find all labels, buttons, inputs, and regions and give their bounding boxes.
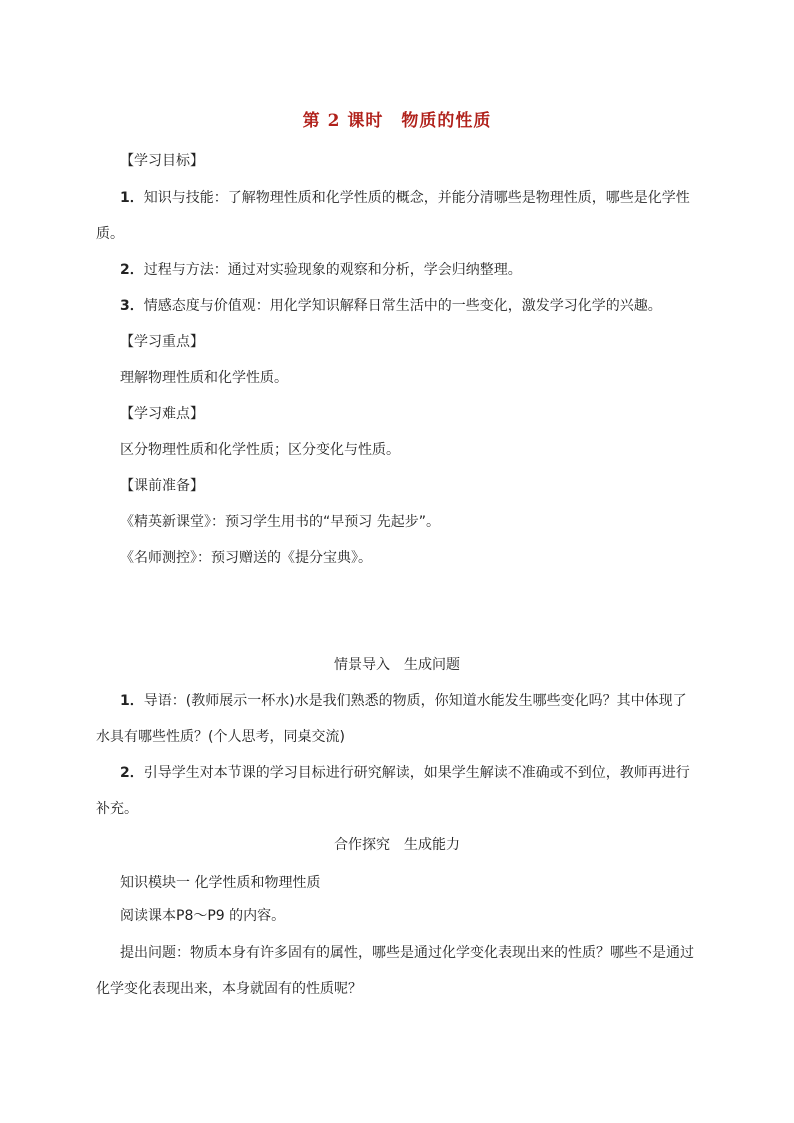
section1-item-1-cont: 水具有哪些性质？(个人思考，同桌交流) xyxy=(96,729,345,745)
section1-item-2 xyxy=(120,764,690,782)
objective-2 xyxy=(120,261,522,279)
objective-1-cont: 质。 xyxy=(96,226,124,242)
objective-1-text: 知识与技能：了解物理性质和化学性质的概念，并能分清哪些是物理性质，哪些是化学性 xyxy=(143,190,690,206)
objective-1 xyxy=(120,189,690,207)
prep-line-2: 《名师测控》：预习赠送的《提分宝典》。 xyxy=(120,550,372,566)
reading-instruction: 阅读课本P8～P9 的内容。 xyxy=(120,908,286,924)
objective-2-num: 2． xyxy=(120,262,144,278)
objective-3-num: 3． xyxy=(120,298,144,314)
difficulty-heading: 【学习难点】 xyxy=(120,406,204,422)
section1-heading: 情景导入 生成问题 xyxy=(334,657,460,673)
objectives-heading: 【学习目标】 xyxy=(120,153,204,169)
objective-1-num: 1． xyxy=(120,190,144,206)
section1-item-2-num: 2． xyxy=(120,765,144,781)
question-text-cont: 化学变化表现出来，本身就固有的性质呢？ xyxy=(96,981,362,997)
section1-item-2-text: 引导学生对本节课的学习目标进行研究解读，如果学生解读不准确或不到位，教师再进行 xyxy=(143,765,690,781)
section1-item-2-cont: 补充。 xyxy=(96,801,138,817)
focus-text: 理解物理性质和化学性质。 xyxy=(120,370,288,386)
section1-item-1 xyxy=(120,692,687,710)
section1-item-1-text: 导语：(教师展示一杯水)水是我们熟悉的物质，你知道水能发生哪些变化吗？其中体现了 xyxy=(143,693,687,709)
prep-line-1: 《精英新课堂》：预习学生用书的“早预习 先起步”。 xyxy=(120,514,440,530)
focus-heading: 【学习重点】 xyxy=(120,334,204,350)
section2-heading: 合作探究 生成能力 xyxy=(334,837,460,853)
objective-3 xyxy=(120,297,662,315)
difficulty-text: 区分物理性质和化学性质；区分变化与性质。 xyxy=(120,442,400,458)
objective-2-text: 过程与方法：通过对实验现象的观察和分析，学会归纳整理。 xyxy=(143,262,522,278)
question-text: 提出问题：物质本身有许多固有的属性，哪些是通过化学变化表现出来的性质？哪些不是通过 xyxy=(120,945,694,961)
objective-3-text: 情感态度与价值观：用化学知识解释日常生活中的一些变化，激发学习化学的兴趣。 xyxy=(143,298,662,314)
module-title: 知识模块一 化学性质和物理性质 xyxy=(120,875,321,891)
page-title: 第 2 课时 物质的性质 xyxy=(302,111,492,131)
prep-heading: 【课前准备】 xyxy=(120,478,204,494)
section1-item-1-num: 1． xyxy=(120,693,144,709)
